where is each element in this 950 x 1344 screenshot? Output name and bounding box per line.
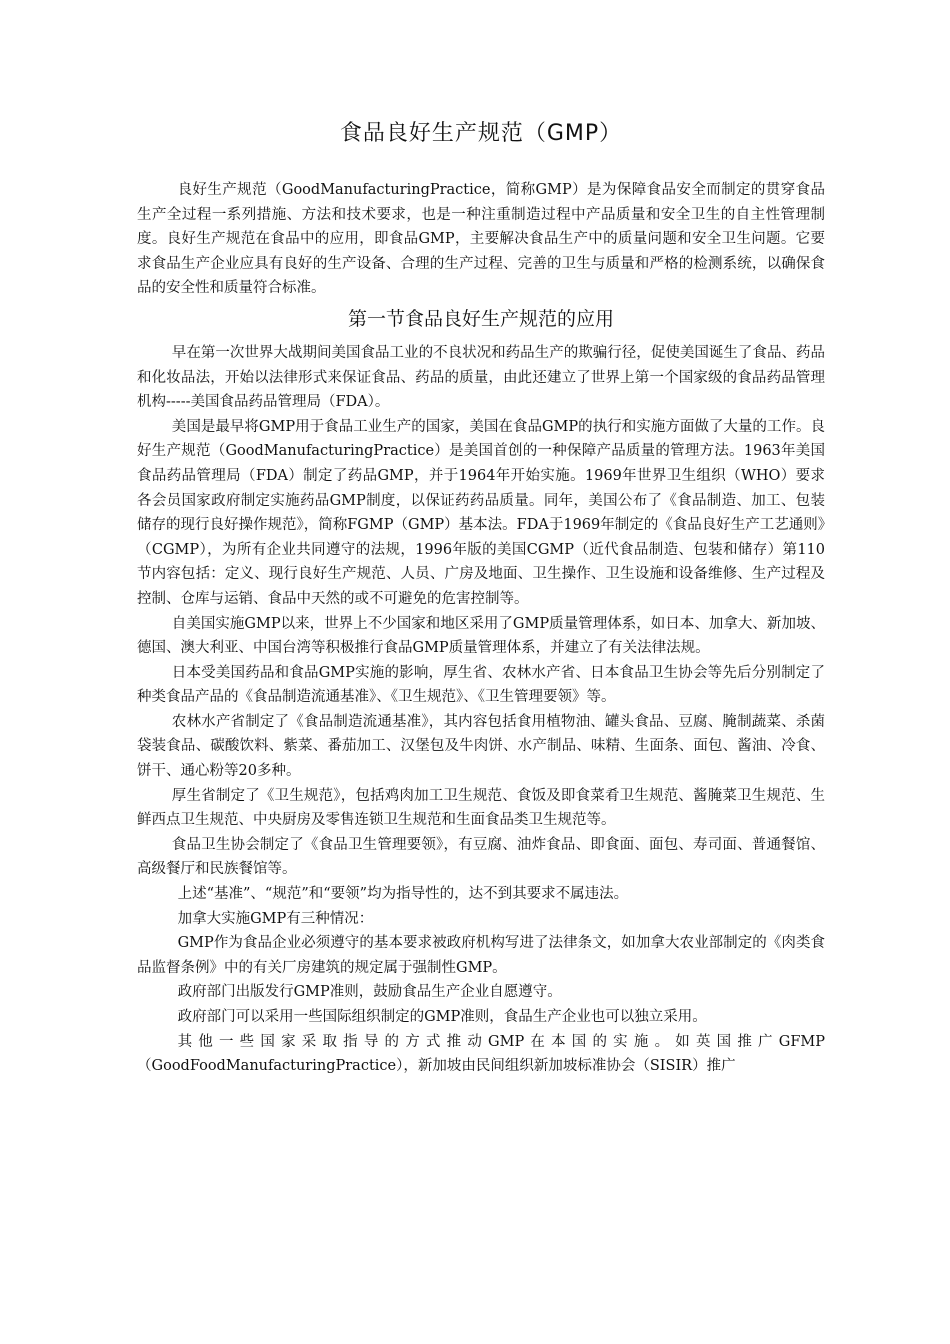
paragraph-japan-agriculture: 农林水产省制定了《食品制造流通基准》，其内容包括食用植物油、罐头食品、豆腐、腌制蔬菜、杀菌袋装食品、碳酸饮料、紫菜、番茄加工、汉堡包及牛肉饼、水产制品、味精、生面条、面包、酱油、冷食、饼干、通心粉等20多种。: [137, 713, 825, 780]
paragraph-canada-voluntary: 政府部门出版发行GMP准则，鼓励食品生产企业自愿遵守。: [177, 984, 562, 1001]
paragraph-canada-international: 政府部门可以采用一些国际组织制定的GMP准则，食品生产企业也可以独立采用。: [177, 1009, 707, 1025]
paragraph-japan: 日本受美国药品和食品GMP实施的影响，厚生省、农林水产省、日本食品卫生协会等先后分别制定了种类食品产品的《食品制造流通基准》、《卫生规范》、《卫生管理要领》等。: [137, 664, 825, 706]
paragraph-japan-food-hygiene: 食品卫生协会制定了《食品卫生管理要领》，有豆腐、油炸食品、即食面、面包、寿司面、普通餐馆、高级餐厅和民族餐馆等。: [137, 836, 825, 878]
document-title: 食品良好生产规范（GMP）: [339, 121, 623, 146]
paragraph-guidance-note: 上述“基准”、“规范”和“要领”均为指导性的，达不到其要求不属违法。: [177, 886, 629, 903]
paragraph-other-countries: 其他一些国家采取指导的方式推动GMP在本国的实施。如英国推广GFMP（GoodFoodManufacturingPractice），新加坡由民间组织新加坡标准协会（SISIR）推广: [137, 1033, 825, 1075]
section-title: 第一节食品良好生产规范的应用: [347, 307, 614, 330]
document-body: [137, 118, 825, 1079]
paragraph-canada-law: GMP作为食品企业必须遵守的基本要求被政府机构写进了法律条文，如加拿大农业部制定的《肉类食品监督条例》中的有关厂房建筑的规定属于强制性GMP。: [137, 935, 825, 976]
paragraph-history: 早在第一次世界大战期间美国食品工业的不良状况和药品生产的欺骗行径，促使美国诞生了食品、药品和化妆品法，开始以法律形式来保证食品、药品的质量，由此还建立了世界上第一个国家级的食品药品管理机构-----美国食品药品管理局（FDA）。: [137, 344, 825, 411]
paragraph-canada: 加拿大实施GMP有三种情况：: [177, 910, 374, 927]
intro-paragraph: 良好生产规范（GoodManufacturingPractice，简称GMP）是为保障食品安全而制定的贯穿食品生产全过程一系列措施、方法和技术要求，也是一种注重制造过程中产品质量和安全卫生的自主性管理制度。良好生产规范在食品中的应用，即食品GMP，主要解决食品生产中的质量问题和安全卫生问题。它要求食品生产企业应具有良好的生产设备、合理的生产过程、完善的卫生与质量和严格的检测系统，以确保食品的安全性和质量符合标准。: [137, 182, 825, 297]
paragraph-global-adoption: 自美国实施GMP以来，世界上不少国家和地区采用了GMP质量管理体系，如日本、加拿大、新加坡、德国、澳大利亚、中国台湾等积极推行食品GMP质量管理体系，并建立了有关法律法规。: [137, 615, 825, 657]
paragraph-usa-gmp: 美国是最早将GMP用于食品工业生产的国家，美国在食品GMP的执行和实施方面做了大量的工作。良好生产规范（GoodManufacturingPractice）是美国首创的一种保障产品质量的管理方法。1963年美国食品药品管理局（FDA）制定了药品GMP，并于1964年开始实施。1969年世界卫生组织（WHO）要求各会员国家政府制定实施药品GMP制度，以保证药药品质量。同年，美国公布了《食品制造、加工、包装储存的现行良好操作规范》，简称FGMP（GMP）基本法。FDA于1969年制定的《食品良好生产工艺通则》（CGMP），为所有企业共同遵守的法规，1996年版的美国CGMP（近代食品制造、包装和储存）第110节内容包括：定义、现行良好生产规范、人员、广房及地面、卫生操作、卫生设施和设备维修、生产过程及控制、仓库与运销、食品中天然的或不可避免的危害控制等。: [137, 418, 825, 607]
paragraph-japan-health: 厚生省制定了《卫生规范》，包括鸡肉加工卫生规范、食饭及即食菜肴卫生规范、酱腌菜卫生规范、生鲜西点卫生规范、中央厨房及零售连锁卫生规范和生面食品类卫生规范等。: [137, 787, 825, 829]
